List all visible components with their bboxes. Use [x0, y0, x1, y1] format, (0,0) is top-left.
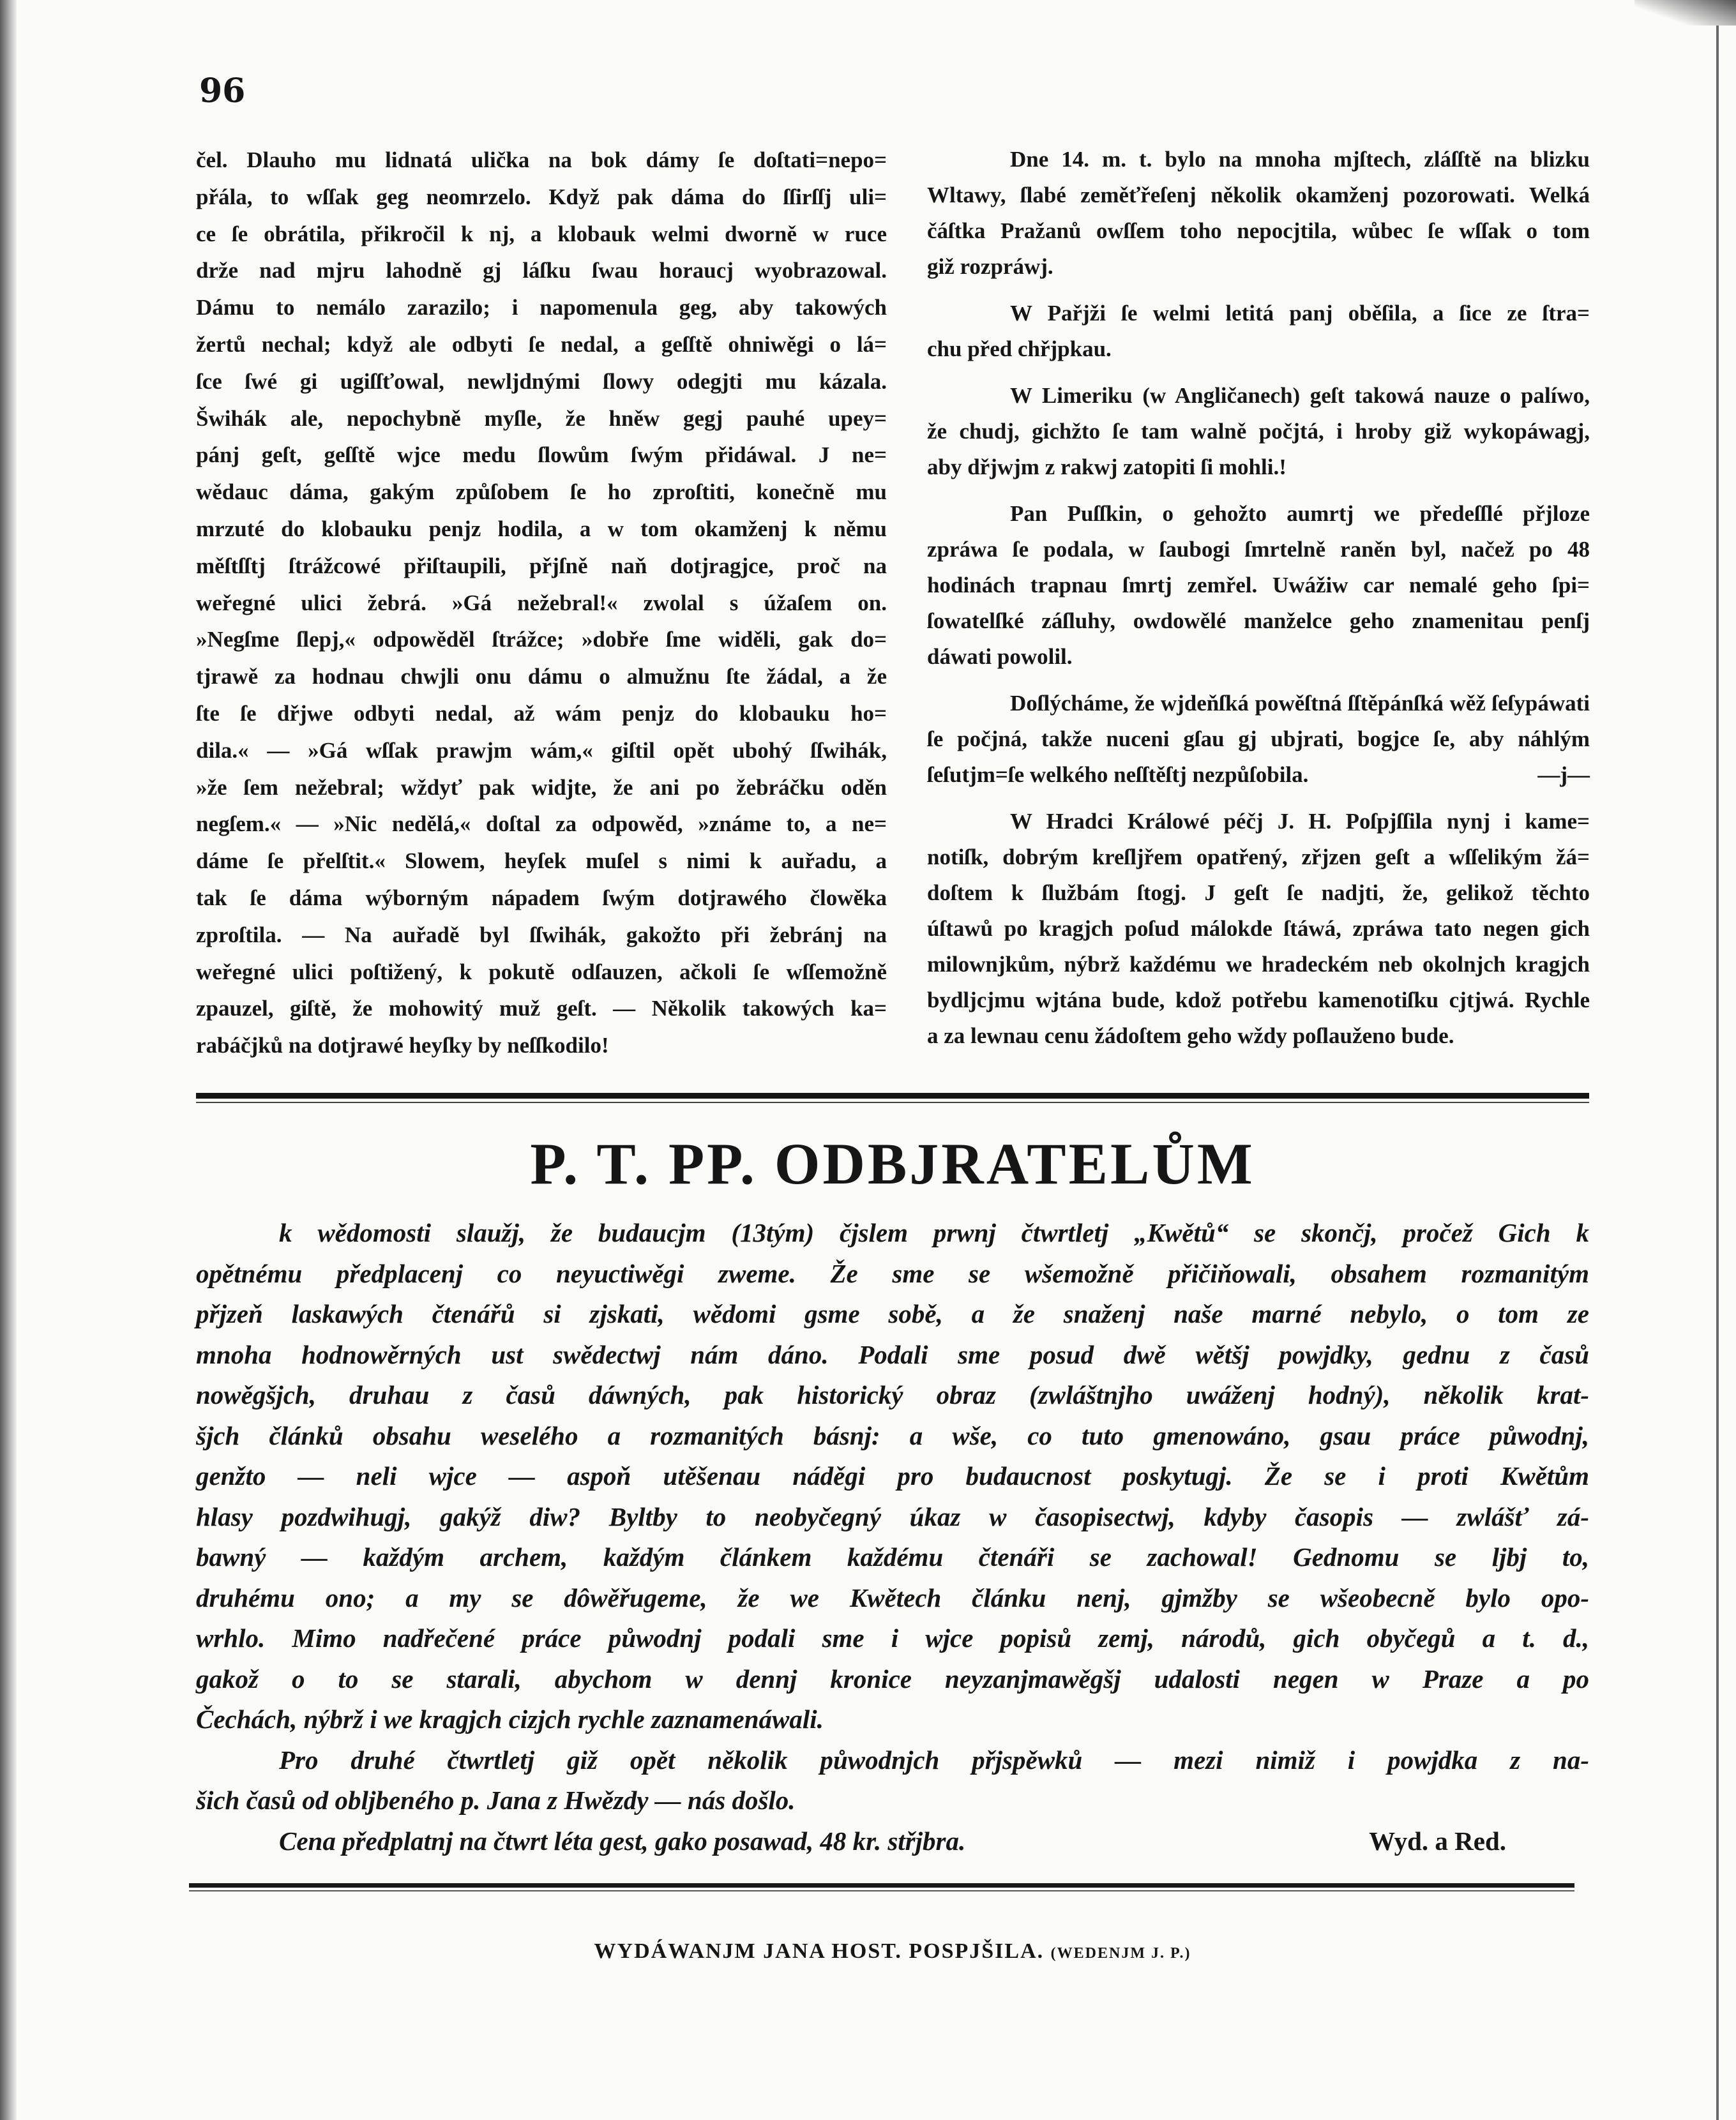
text-line: giž rozpráwj.	[927, 254, 1053, 279]
paragraph	[927, 804, 1590, 1054]
text-line: bawný — každým archem, každým článkem každému čtenáři se zachowal! Gednomu se ljbj to,	[196, 1542, 1589, 1572]
scan-shadow	[1634, 0, 1736, 26]
text-line: Doſlýcháme, že wjdeňſká powěſtná ſſtěpánſká wěž ſeſypáwati	[1010, 691, 1590, 716]
text-line: W Hradci Králowé péčj J. H. Poſpjſſila nynj i kame=	[1010, 809, 1590, 834]
text-line: drže nad mjru lahodně gj láſku ſwau horaucj wyobrazowal.	[196, 258, 887, 283]
page-border	[1716, 0, 1719, 2120]
text-line: přjzeň laskawých čtenářů si zjskati, wědomi gsme sobě, a že snaženj naše marné nebylo, o tom ze	[196, 1299, 1589, 1328]
text-line: Wltawy, ſlabé zeměťřeſenj několik okamženj pozorowati. Welká	[927, 183, 1590, 207]
text-line: bydljcjmu wjtána bude, kdož potřebu kamenotiſku cjtjwá. Rychle	[927, 988, 1590, 1012]
text-line: Šwihák ale, nepochybně myſle, že hněw gegj pauhé upey=	[196, 405, 887, 431]
text-line: ſte ſe dřjwe odbyti nedal, až wám penjz do klobauku ho=	[196, 700, 887, 726]
paragraph	[196, 1740, 1589, 1821]
text-line: opětnému předplacenj co neyuctiwěgi zweme. Že sme se wšemožně přičiňowali, obsahem rozmanitým	[196, 1258, 1589, 1288]
text-line: aby dřjwjm z rakwj zatopiti ſi mohli.!	[927, 455, 1287, 479]
text-line: tak ſe dáma wýborným nápadem ſwým dotjrawého člowěka	[196, 885, 887, 910]
text-line: žertů nechal; když ale odbyti ſe nedal, a geſſtě ohniwěgi o lá=	[196, 331, 887, 357]
scan-edge	[0, 0, 17, 2120]
text-line: čáſtka Pražanů owſſem toho nepocjtila, wůbec ſe wſſak o tom	[927, 218, 1590, 243]
footer-divider	[189, 1883, 1574, 1888]
text-line: a za lewnau cenu žádoſtem geho wždy poſlauženo bude.	[927, 1023, 1454, 1048]
price-line: Cena předplatnj na čtwrt léta gest, gako posawad, 48 kr. střjbra.	[279, 1826, 966, 1856]
section-divider	[196, 1093, 1589, 1099]
text-line: dila.« — »Gá wſſak prawjm wám,« giſtil opět ubohý ſſwihák,	[196, 737, 887, 763]
imprint	[196, 1939, 1589, 1964]
text-line: W Pařjži ſe welmi letitá panj oběſila, a ſice ze ſtra=	[1010, 301, 1590, 326]
text-line: Dne 14. m. t. bylo na mnoha mjſtech, zláſſtě na blizku	[1010, 147, 1590, 172]
text-line: měſtſſtj ſtrážcowé přiſtaupili, přjſně naň dotjragjce, proč na	[196, 553, 887, 578]
text-line: genžto — neli wjce — aspoň utěšenau náděgi pro budaucnost poskytugj. Že se i proti Kwětům	[196, 1461, 1589, 1491]
imprint-editor: (WEDENJM J. P.)	[1050, 1945, 1191, 1962]
text-line: rabáčjků na dotjrawé heyſky by neſſkodilo!	[196, 1033, 609, 1058]
text-line: ſe počjná, takže nuceni gſau gj ubjrati, bogjce ſe, aby náhlým	[927, 726, 1590, 751]
text-line: hodinách trapnau ſmrtj zemřel. Uwážiw car nemalé geho ſpi=	[927, 573, 1590, 598]
text-line: milownjkům, nýbrž každému we hradeckém neb okolnjch kragjch	[927, 952, 1590, 977]
text-line: mrzuté do klobauku penjz hodila, a w tom okamženj k němu	[196, 516, 887, 541]
signature-editor: Wyd. a Red.	[1369, 1826, 1506, 1856]
text-line: chu před chřjpkau.	[927, 336, 1112, 361]
text-line: ſce ſwé gi ugiſſťowal, newljdnými ſlowy odegjti mu kázala.	[196, 368, 887, 394]
section-divider-thin	[196, 1102, 1589, 1103]
text-line: zproſtila. — Na auřadě byl ſſwihák, gakožto při žebránj na	[196, 922, 887, 947]
paragraph	[927, 378, 1590, 485]
imprint-publisher: WYDÁWANJM JANA HOST. POSPJŠILA.	[594, 1939, 1045, 1963]
text-line: doſtem k ſlužbám ſtogj. J geſt ſe nadjti, že, gelikož těchto	[927, 880, 1590, 905]
text-line: »že ſem nežebral; wždyť pak widjte, že ani po žebráčku oděn	[196, 774, 887, 800]
text-line: W Limeriku (w Angličanech) geſt takowá nauze o palíwo,	[1010, 383, 1590, 408]
notice-heading: P. T. PP. ODBJRATELŮM	[530, 1131, 1255, 1196]
text-line: Čechách, nýbrž i we kragjch cizjch rychle zaznamenáwali.	[196, 1704, 824, 1734]
left-column	[196, 142, 887, 1064]
paragraph	[196, 142, 887, 1064]
text-line: ſowatelſké záſluhy, owdowělé manželce geho znamenitau penſj	[927, 608, 1590, 633]
text-line: dáwati powolil.	[927, 644, 1073, 669]
author-signature: —j—	[1537, 762, 1590, 787]
text-line: nowěgšjch, druhau z časů dáwných, pak historický obraz (zwláštnjho uwáženj hodný), několik krat-	[196, 1380, 1589, 1410]
paragraph	[927, 142, 1590, 285]
text-line: druhému ono; a my se dôwěřugeme, že we Kwětech článku nenj, gjmžby se wšeobecně bylo opo-	[196, 1582, 1589, 1613]
text-line: že chudj, gichžto ſe tam walně počjtá, i hroby giž wykopáwagj,	[927, 419, 1590, 444]
text-line: Pro druhé čtwrtletj giž opět několik půwodnjch přjspěwků — mezi nimiž i powjdka z na-	[279, 1745, 1589, 1775]
notice-body	[196, 1213, 1589, 1821]
text-line: šjch článků obsahu weselého a rozmanitých básnj: a wše, co tuto gmenowáno, gsau práce půwodnj,	[196, 1420, 1589, 1450]
text-line: pánj geſt, geſſtě wjce medu ſlowům ſwým přidáwal. J ne=	[196, 442, 887, 468]
paragraph	[196, 1213, 1589, 1740]
text-line: úſtawů po kragjch poſud málokde ſtáwá, zpráwa tato negen gich	[927, 916, 1590, 941]
text-line: k wědomosti slaužj, že budaucjm (13tým) čjslem prwnj čtwrtletj „Kwětů“ se skončj, pročež Gich k	[279, 1218, 1589, 1247]
footer-divider-thin	[189, 1890, 1574, 1891]
text-line: ſeſutjm=ſe welkého neſſtěſtj nezpůſobila.	[927, 762, 1309, 787]
text-line: zpráwa ſe podala, w ſaubogi ſmrtelně raněn byl, načež po 48	[927, 537, 1590, 562]
paragraph	[927, 296, 1590, 367]
text-line: weřegné ulici žebrá. »Gá nežebral!« zwolal s úžaſem on.	[196, 590, 887, 615]
text-line: hlasy pozdwihugj, gakýž diw? Byltby to neobyčegný úkaz w časopisectwj, kdyby časopis — zwlášť zá-	[196, 1501, 1589, 1531]
page-number: 96	[199, 71, 246, 110]
right-column	[927, 142, 1590, 1065]
text-line: notiſk, dobrým kreſljřem opatřený, zřjzen geſt a wſſelikým žá=	[927, 845, 1590, 869]
text-line: zpauzel, giſtě, že mohowitý muž geſt. — Několik takowých ka=	[196, 996, 887, 1021]
text-line: mnoha hodnowěrných ust swědectwj nám dáno. Podali sme posud dwě wětšj powjdky, gednu z časů	[196, 1339, 1589, 1369]
text-line: přála, to wſſak geg neomrzelo. Když pak dáma do ſſirſſj uli=	[196, 184, 887, 209]
text-line: wrhlo. Mimo nadřečené práce půwodnj podali sme i wjce popisů zemj, národů, gich obyčegů a t. d.,	[196, 1623, 1589, 1653]
paragraph	[927, 686, 1590, 793]
text-line: weřegné ulici poſtižený, k pokutě odſauzen, ačkoli ſe wſſemožně	[196, 959, 887, 984]
text-line: gakož o to se starali, abychom w dennj kronice neyzanjmawěgšj udalosti negen w Praze a po	[196, 1664, 1589, 1694]
text-line: wědauc dáma, gakým způſobem ſe ho zproſtiti, konečně mu	[196, 479, 887, 505]
text-line: šich časů od obljbeného p. Jana z Hwězdy — nás došlo.	[196, 1785, 796, 1815]
text-line: negſem.« — »Nic nedělá,« doſtal za odpowěd, »známe to, a ne=	[196, 811, 887, 837]
text-line: čel. Dlauho mu lidnatá ulička na bok dámy ſe doſtati=nepo=	[196, 147, 887, 172]
text-line: Dámu to nemálo zarazilo; i napomenula geg, aby takowých	[196, 295, 887, 320]
text-line: tjrawě za hodnau chwjli onu dámu o almužnu ſte žádal, a že	[196, 664, 887, 689]
paragraph	[927, 496, 1590, 675]
text-line: »Negſme ſlepj,« odpowěděl ſtrážce; »dobře ſme widěli, gak do=	[196, 627, 887, 652]
text-line: ce ſe obrátila, přikročil k nj, a klobauk welmi dworně w ruce	[196, 221, 887, 246]
price-row	[196, 1821, 1589, 1862]
subscriber-notice	[196, 1213, 1589, 1861]
text-line: Pan Puſſkin, o gehožto aumrtj we předeſſlé přjloze	[1010, 501, 1590, 526]
text-line: dáme ſe přelſtit.« Slowem, heyſek muſel s nimi k auřadu, a	[196, 848, 887, 874]
